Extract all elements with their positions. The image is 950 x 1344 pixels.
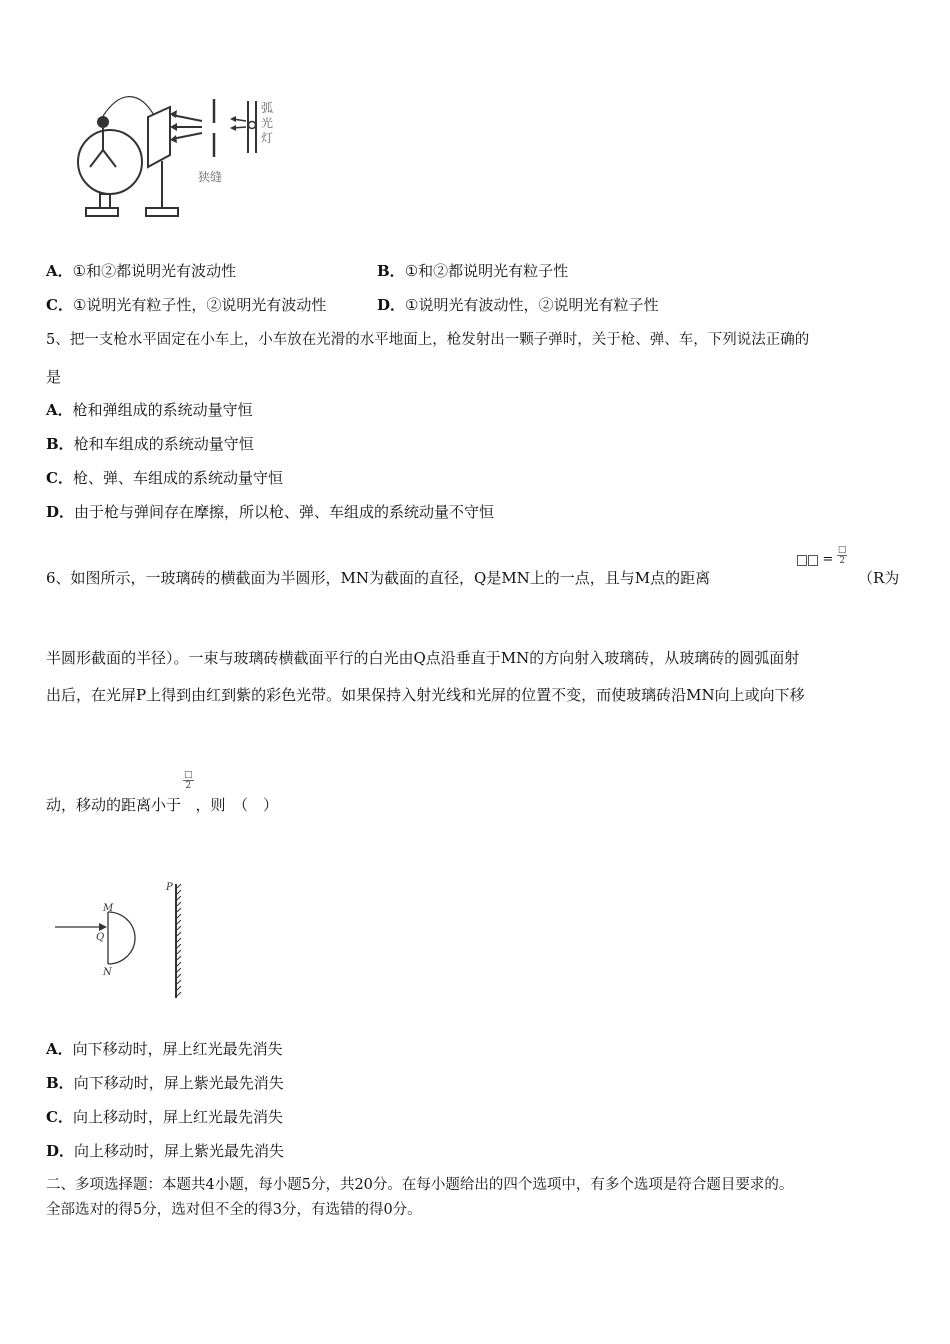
- symbol-box-icon: [797, 555, 807, 566]
- q6-option-a: A．向下移动时，屏上红光最先消失: [46, 1040, 283, 1058]
- q4-option-d: D．①说明光有波动性，②说明光有粒子性: [377, 296, 659, 314]
- q4-option-b: B．①和②都说明光有粒子性: [377, 262, 569, 280]
- q6-option-c: C．向上移动时，屏上红光最先消失: [46, 1108, 283, 1126]
- symbol-box-icon: [808, 555, 818, 566]
- q6-formula-mq: = $\frac{□}{2}$: [797, 545, 847, 567]
- q4-option-c: C．①说明光有粒子性，②说明光有波动性: [46, 296, 327, 314]
- q6-option-b: B．向下移动时，屏上紫光最先消失: [46, 1074, 284, 1092]
- q5-stem-line1: 5、把一支枪水平固定在小车上，小车放在光滑的水平地面上，枪发射出一颗子弹时，关于枪、弹、车，下列说法正确的: [46, 332, 810, 348]
- section2-heading-line2: 全部选对的得5分，选对但不全的得3分，有选错的得0分。: [46, 1202, 422, 1218]
- q5-stem-line2: 是: [46, 368, 62, 386]
- label-q: Q: [96, 932, 105, 943]
- q6-stem-line1: 6、如图所示，一玻璃砖的横截面为半圆形，MN为截面的直径，Q是MN上的一点，且与M点的距离: [46, 569, 711, 587]
- q5-option-c: C．枪、弹、车组成的系统动量守恒: [46, 469, 283, 487]
- q6-stem-line2: 半圆形截面的半径）。一束与玻璃砖横截面平行的白光由Q点沿垂直于MN的方向射入玻璃砖，从玻璃砖的圆弧面射: [46, 649, 800, 667]
- q6-stem-line3: 出后，在光屏P上得到由红到紫的彩色光带。如果保持入射光线和光屏的位置不变，而使玻璃砖沿MN向上或向下移: [46, 686, 805, 704]
- q5-option-a: A．枪和弹组成的系统动量守恒: [46, 401, 253, 419]
- section2-heading-line1: 二、多项选择题：本题共4小题，每小题5分，共20分。在每小题给出的四个选项中，有多个选项是符合题目要求的。: [46, 1177, 794, 1193]
- lamp-label-1: 弧: [261, 101, 274, 115]
- q6-option-d: D．向上移动时，屏上紫光最先消失: [46, 1142, 285, 1160]
- q5-option-d: D．由于枪与弹间存在摩擦，所以枪、弹、车组成的系统动量不守恒: [46, 503, 495, 521]
- label-n: N: [103, 967, 112, 978]
- lamp-label-3: 灯: [261, 131, 274, 145]
- figure-photoelectric-apparatus: [70, 95, 290, 225]
- q6-stem-line4: 动，移动的距离小于 $\frac{□}{2}$ ，则 （ ）: [46, 770, 279, 814]
- q4-option-a: A．①和②都说明光有波动性: [46, 262, 237, 280]
- figure-semicircle-glass: [50, 878, 190, 1003]
- label-m: M: [103, 903, 114, 914]
- label-p: P: [166, 882, 173, 893]
- slit-label: 狭缝: [198, 170, 223, 184]
- q6-fraction-r-half: $\frac{□}{2}$: [184, 770, 193, 791]
- q5-option-b: B．枪和车组成的系统动量守恒: [46, 435, 254, 453]
- q6-stem-line1-tail: （R为: [858, 569, 900, 587]
- lamp-label-2: 光: [261, 116, 274, 130]
